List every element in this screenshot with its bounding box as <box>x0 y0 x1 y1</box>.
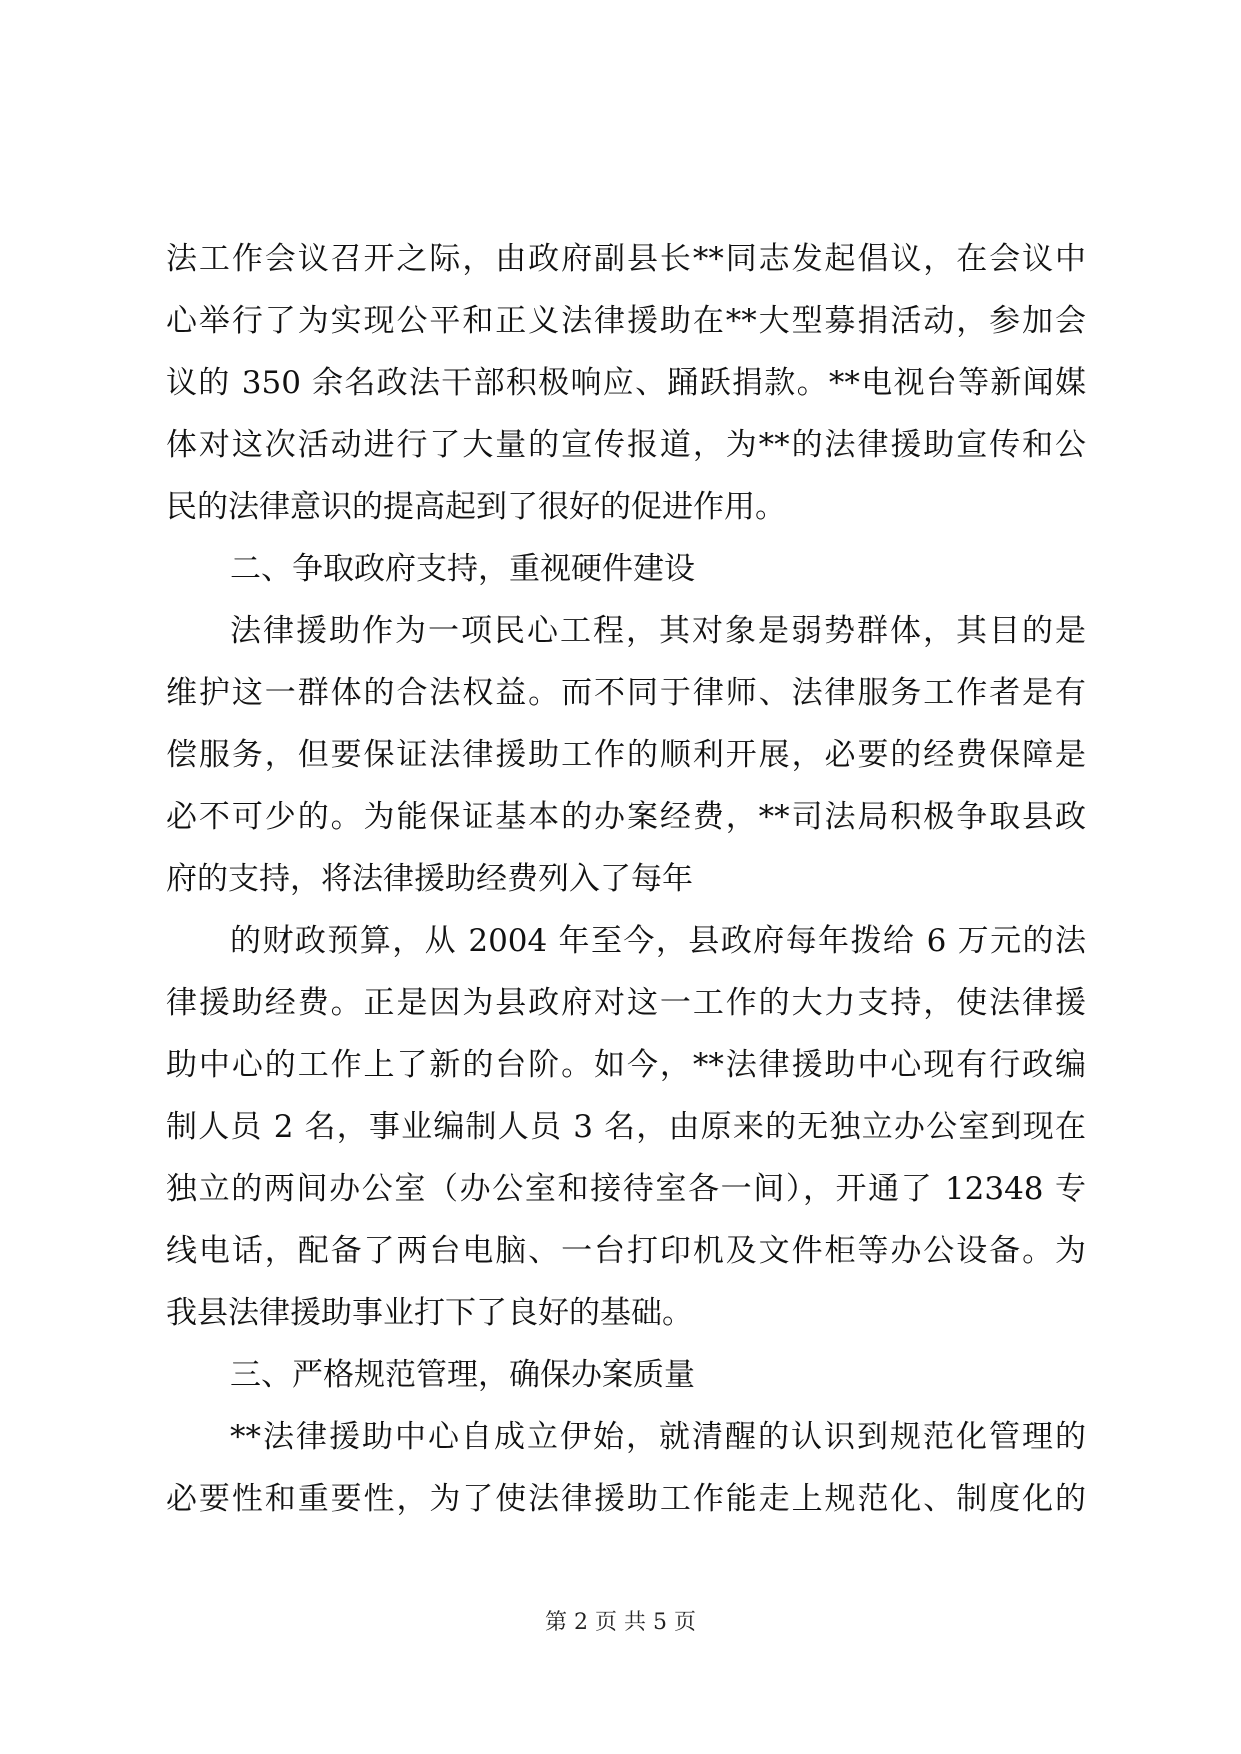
text-line: 府的支持，将法律援助经费列入了每年 <box>166 861 693 897</box>
text-line: 民的法律意识的提高起到了很好的促进作用。 <box>166 489 786 525</box>
text-line: 法律援助作为一项民心工程，其对象是弱势群体，其目的是 <box>230 613 1086 649</box>
text-line: 必不可少的。为能保证基本的办案经费，**司法局积极争取县政 <box>166 799 1086 835</box>
text-line: 心举行了为实现公平和正义法律援助在**大型募捐活动，参加会 <box>166 303 1086 339</box>
text-line: 制人员 2 名，事业编制人员 3 名，由原来的无独立办公室到现在 <box>166 1109 1086 1145</box>
text-line: 议的 350 余名政法干部积极响应、踊跃捐款。**电视台等新闻媒 <box>166 365 1086 401</box>
text-line: 维护这一群体的合法权益。而不同于律师、法律服务工作者是有 <box>166 675 1086 711</box>
text-line: 必要性和重要性，为了使法律援助工作能走上规范化、制度化的 <box>166 1481 1086 1517</box>
text-line: **法律援助中心自成立伊始，就清醒的认识到规范化管理的 <box>230 1419 1086 1455</box>
text-line: 偿服务，但要保证法律援助工作的顺利开展，必要的经费保障是 <box>166 737 1086 773</box>
text-line: 体对这次活动进行了大量的宣传报道，为**的法律援助宣传和公 <box>166 427 1086 463</box>
section-heading: 三、严格规范管理，确保办案质量 <box>230 1357 695 1393</box>
text-line: 线电话，配备了两台电脑、一台打印机及文件柜等办公设备。为 <box>166 1233 1086 1269</box>
text-line: 法工作会议召开之际，由政府副县长**同志发起倡议，在会议中 <box>166 241 1086 277</box>
text-line: 律援助经费。正是因为县政府对这一工作的大力支持，使法律援 <box>166 985 1086 1021</box>
body-text <box>166 228 1086 1530</box>
section-heading: 二、争取政府支持，重视硬件建设 <box>230 551 695 587</box>
text-line: 我县法律援助事业打下了良好的基础。 <box>166 1295 693 1331</box>
text-line: 的财政预算，从 2004 年至今，县政府每年拨给 6 万元的法 <box>230 923 1086 959</box>
page-number-footer: 第 2 页 共 5 页 <box>545 1610 696 1635</box>
text-line: 独立的两间办公室（办公室和接待室各一间），开通了 12348 专 <box>166 1171 1086 1207</box>
text-line: 助中心的工作上了新的台阶。如今，**法律援助中心现有行政编 <box>166 1047 1086 1083</box>
